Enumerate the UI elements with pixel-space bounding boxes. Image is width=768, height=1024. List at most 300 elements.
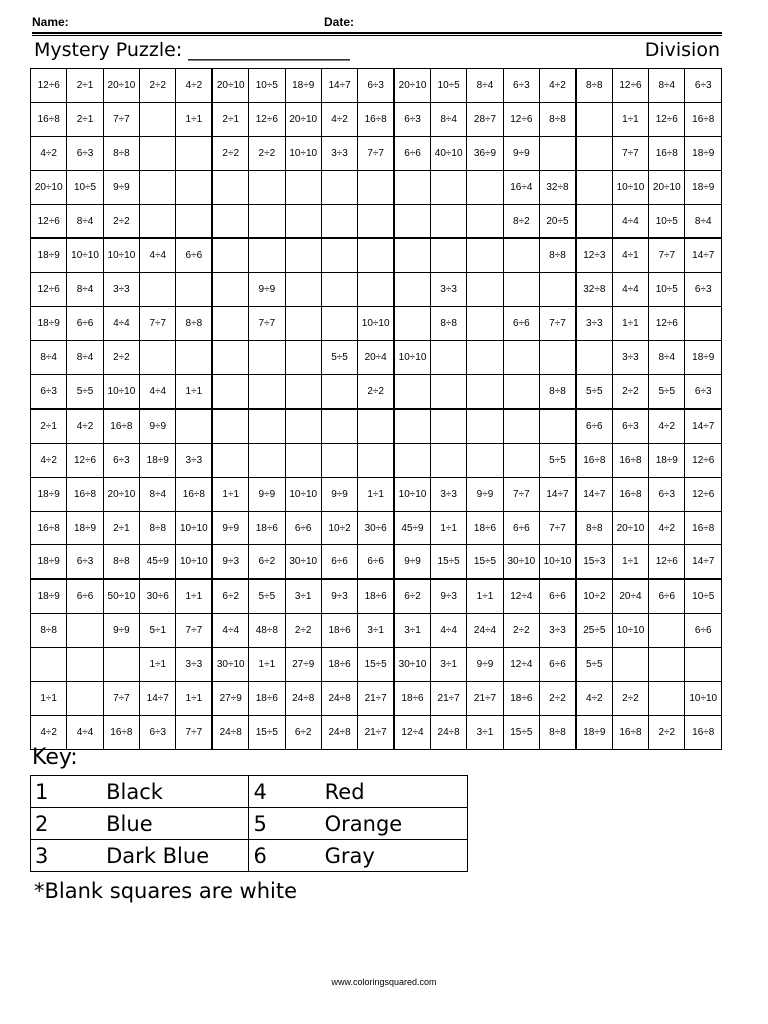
grid-cell — [321, 238, 357, 272]
grid-cell: 10÷10 — [394, 477, 430, 511]
color-key-table — [30, 775, 468, 872]
grid-row — [31, 238, 722, 272]
grid-cell: 2÷2 — [540, 682, 576, 716]
grid-cell: 6÷2 — [394, 579, 430, 613]
grid-cell — [321, 409, 357, 443]
key-number: 1 — [31, 776, 103, 808]
grid-cell — [467, 238, 503, 272]
grid-cell — [576, 170, 612, 204]
grid-cell: 3÷3 — [540, 614, 576, 648]
grid-cell: 5÷5 — [321, 341, 357, 375]
grid-cell: 1÷1 — [176, 682, 212, 716]
grid-cell: 2÷2 — [212, 136, 248, 170]
grid-row — [31, 204, 722, 238]
grid-cell: 10÷2 — [321, 511, 357, 545]
grid-cell: 15÷5 — [430, 545, 466, 579]
grid-cell: 1÷1 — [612, 545, 648, 579]
grid-cell — [249, 443, 285, 477]
grid-cell — [321, 273, 357, 307]
grid-cell — [176, 409, 212, 443]
grid-cell — [285, 204, 321, 238]
grid-cell: 2÷1 — [212, 102, 248, 136]
grid-cell — [176, 136, 212, 170]
grid-cell: 7÷7 — [612, 136, 648, 170]
grid-cell: 24÷8 — [285, 682, 321, 716]
grid-cell: 18÷9 — [31, 579, 67, 613]
grid-cell: 20÷10 — [103, 69, 139, 103]
grid-cell: 15÷5 — [358, 648, 394, 682]
grid-cell: 18÷6 — [249, 682, 285, 716]
grid-cell: 10÷10 — [103, 375, 139, 409]
grid-cell: 8÷8 — [31, 614, 67, 648]
grid-cell: 30÷10 — [285, 545, 321, 579]
grid-cell: 8÷8 — [540, 102, 576, 136]
grid-cell: 4÷4 — [140, 375, 176, 409]
grid-cell — [212, 273, 248, 307]
grid-cell: 18÷9 — [67, 511, 103, 545]
grid-cell: 1÷1 — [249, 648, 285, 682]
grid-cell: 12÷4 — [503, 648, 539, 682]
grid-cell: 12÷6 — [249, 102, 285, 136]
grid-cell — [394, 443, 430, 477]
grid-cell: 7÷7 — [176, 614, 212, 648]
grid-cell: 4÷2 — [31, 136, 67, 170]
grid-cell — [503, 238, 539, 272]
grid-cell: 30÷10 — [503, 545, 539, 579]
grid-cell — [612, 648, 648, 682]
grid-cell: 3÷3 — [430, 273, 466, 307]
grid-cell — [285, 238, 321, 272]
grid-cell: 9÷9 — [103, 170, 139, 204]
grid-cell: 16÷8 — [649, 136, 685, 170]
key-number: 5 — [249, 808, 321, 840]
grid-cell: 20÷10 — [103, 477, 139, 511]
key-number: 6 — [249, 840, 321, 872]
grid-cell — [212, 238, 248, 272]
grid-cell: 2÷1 — [31, 409, 67, 443]
grid-cell: 16÷8 — [31, 511, 67, 545]
grid-cell: 10÷10 — [685, 682, 722, 716]
grid-cell: 15÷3 — [576, 545, 612, 579]
grid-cell: 2÷2 — [503, 614, 539, 648]
grid-cell: 6÷6 — [540, 648, 576, 682]
grid-cell: 6÷3 — [31, 375, 67, 409]
grid-cell: 16÷8 — [685, 511, 722, 545]
grid-cell — [430, 409, 466, 443]
grid-cell: 9÷9 — [394, 545, 430, 579]
grid-cell: 18÷6 — [321, 648, 357, 682]
grid-cell: 12÷3 — [576, 238, 612, 272]
grid-cell — [467, 307, 503, 341]
grid-cell — [285, 273, 321, 307]
grid-cell: 40÷10 — [430, 136, 466, 170]
grid-cell: 8÷8 — [576, 511, 612, 545]
grid-cell — [649, 614, 685, 648]
key-color-name: Black — [102, 776, 249, 808]
grid-cell — [212, 204, 248, 238]
grid-cell: 6÷3 — [140, 715, 176, 749]
grid-cell: 2÷1 — [67, 102, 103, 136]
grid-cell: 1÷1 — [176, 375, 212, 409]
grid-cell: 12÷6 — [67, 443, 103, 477]
grid-cell: 18÷9 — [685, 136, 722, 170]
grid-cell: 6÷6 — [685, 614, 722, 648]
grid-cell: 3÷1 — [467, 715, 503, 749]
grid-cell — [176, 273, 212, 307]
key-number: 4 — [249, 776, 321, 808]
grid-cell: 18÷9 — [31, 545, 67, 579]
grid-cell: 4÷4 — [140, 238, 176, 272]
grid-cell: 6÷3 — [358, 69, 394, 103]
grid-cell: 3÷1 — [394, 614, 430, 648]
grid-cell: 3÷3 — [321, 136, 357, 170]
grid-cell — [176, 204, 212, 238]
grid-cell: 9÷9 — [212, 511, 248, 545]
grid-cell: 48÷8 — [249, 614, 285, 648]
grid-row — [31, 375, 722, 409]
grid-cell: 9÷9 — [321, 477, 357, 511]
grid-row — [31, 477, 722, 511]
grid-row — [31, 511, 722, 545]
grid-cell: 14÷7 — [540, 477, 576, 511]
key-color-name: Gray — [321, 840, 468, 872]
grid-cell — [576, 341, 612, 375]
grid-cell: 18÷6 — [249, 511, 285, 545]
grid-cell: 2÷2 — [249, 136, 285, 170]
grid-cell: 21÷7 — [467, 682, 503, 716]
grid-cell: 16÷8 — [67, 477, 103, 511]
grid-row — [31, 102, 722, 136]
grid-cell: 7÷7 — [103, 102, 139, 136]
grid-cell: 12÷6 — [31, 69, 67, 103]
grid-cell: 15÷5 — [503, 715, 539, 749]
grid-cell: 4÷2 — [576, 682, 612, 716]
grid-cell: 1÷1 — [212, 477, 248, 511]
grid-cell: 10÷5 — [649, 204, 685, 238]
grid-row — [31, 273, 722, 307]
grid-cell: 6÷3 — [685, 375, 722, 409]
grid-cell: 14÷7 — [140, 682, 176, 716]
grid-cell: 24÷8 — [321, 682, 357, 716]
grid-cell: 10÷10 — [67, 238, 103, 272]
grid-cell — [358, 238, 394, 272]
grid-cell: 6÷3 — [503, 69, 539, 103]
grid-cell: 8÷4 — [31, 341, 67, 375]
grid-cell: 6÷3 — [649, 477, 685, 511]
grid-cell — [358, 170, 394, 204]
grid-cell: 10÷5 — [67, 170, 103, 204]
grid-cell: 6÷6 — [576, 409, 612, 443]
grid-cell: 16÷8 — [612, 443, 648, 477]
grid-cell — [430, 238, 466, 272]
grid-cell: 18÷9 — [31, 477, 67, 511]
grid-cell: 20÷10 — [649, 170, 685, 204]
grid-cell — [503, 273, 539, 307]
key-color-name: Blue — [102, 808, 249, 840]
grid-cell: 20÷10 — [394, 69, 430, 103]
grid-cell: 4÷4 — [212, 614, 248, 648]
grid-cell: 18÷9 — [685, 170, 722, 204]
grid-cell — [430, 170, 466, 204]
grid-cell: 7÷7 — [540, 307, 576, 341]
grid-cell: 4÷4 — [67, 715, 103, 749]
grid-cell — [503, 341, 539, 375]
grid-cell: 10÷10 — [612, 170, 648, 204]
grid-cell — [249, 409, 285, 443]
grid-cell — [540, 136, 576, 170]
grid-cell: 8÷4 — [140, 477, 176, 511]
grid-cell: 24÷4 — [467, 614, 503, 648]
grid-cell — [540, 341, 576, 375]
grid-cell: 8÷2 — [503, 204, 539, 238]
grid-cell — [321, 307, 357, 341]
grid-cell: 45÷9 — [394, 511, 430, 545]
grid-cell: 21÷7 — [358, 682, 394, 716]
grid-row — [31, 648, 722, 682]
grid-cell: 27÷9 — [212, 682, 248, 716]
grid-cell — [285, 307, 321, 341]
grid-cell: 14÷7 — [321, 69, 357, 103]
grid-cell: 16÷8 — [103, 409, 139, 443]
grid-cell: 2÷2 — [140, 69, 176, 103]
grid-cell: 8÷4 — [67, 204, 103, 238]
grid-cell: 21÷7 — [430, 682, 466, 716]
grid-row — [31, 614, 722, 648]
grid-cell: 7÷7 — [503, 477, 539, 511]
grid-cell — [467, 341, 503, 375]
grid-cell: 10÷10 — [176, 511, 212, 545]
grid-cell: 7÷7 — [176, 715, 212, 749]
grid-cell: 8÷8 — [540, 375, 576, 409]
grid-cell: 2÷2 — [612, 682, 648, 716]
title-row — [32, 38, 722, 66]
grid-cell — [649, 682, 685, 716]
grid-cell — [467, 170, 503, 204]
grid-row — [31, 170, 722, 204]
grid-cell: 2÷1 — [67, 69, 103, 103]
grid-cell: 1÷1 — [176, 579, 212, 613]
grid-cell — [321, 443, 357, 477]
grid-cell: 12÷6 — [649, 545, 685, 579]
grid-cell: 20÷10 — [612, 511, 648, 545]
grid-cell — [285, 409, 321, 443]
grid-cell: 6÷2 — [249, 545, 285, 579]
grid-row — [31, 443, 722, 477]
grid-cell: 18÷6 — [358, 579, 394, 613]
grid-cell: 3÷3 — [576, 307, 612, 341]
grid-cell: 18÷9 — [31, 238, 67, 272]
grid-cell: 21÷7 — [358, 715, 394, 749]
grid-cell: 6÷6 — [649, 579, 685, 613]
grid-cell — [321, 170, 357, 204]
grid-cell: 6÷3 — [67, 545, 103, 579]
grid-cell: 15÷5 — [467, 545, 503, 579]
grid-cell: 18÷9 — [285, 69, 321, 103]
grid-cell: 3÷1 — [358, 614, 394, 648]
grid-cell: 12÷6 — [31, 204, 67, 238]
grid-cell: 7÷7 — [358, 136, 394, 170]
grid-cell: 4÷2 — [67, 409, 103, 443]
grid-cell: 18÷9 — [649, 443, 685, 477]
grid-cell: 6÷2 — [212, 579, 248, 613]
grid-cell: 5÷5 — [576, 375, 612, 409]
grid-cell: 16÷8 — [685, 102, 722, 136]
grid-cell: 4÷2 — [649, 511, 685, 545]
grid-cell: 10÷10 — [103, 238, 139, 272]
grid-cell: 9÷9 — [467, 477, 503, 511]
grid-cell: 14÷7 — [685, 238, 722, 272]
header-line — [32, 14, 722, 34]
grid-cell: 18÷6 — [467, 511, 503, 545]
grid-cell: 6÷6 — [176, 238, 212, 272]
grid-cell — [467, 204, 503, 238]
grid-cell — [430, 341, 466, 375]
grid-cell — [503, 443, 539, 477]
grid-cell — [140, 273, 176, 307]
grid-cell: 1÷1 — [430, 511, 466, 545]
grid-cell — [31, 648, 67, 682]
grid-cell — [67, 682, 103, 716]
name-label: Name: — [32, 15, 69, 29]
grid-cell — [540, 409, 576, 443]
grid-cell: 30÷6 — [140, 579, 176, 613]
grid-cell: 8÷4 — [467, 69, 503, 103]
grid-cell: 4÷1 — [612, 238, 648, 272]
grid-cell: 6÷3 — [612, 409, 648, 443]
grid-cell: 1÷1 — [176, 102, 212, 136]
grid-cell: 28÷7 — [467, 102, 503, 136]
grid-cell — [140, 102, 176, 136]
grid-cell: 36÷9 — [467, 136, 503, 170]
grid-cell — [576, 136, 612, 170]
grid-row — [31, 136, 722, 170]
grid-cell: 14÷7 — [576, 477, 612, 511]
grid-cell: 4÷2 — [649, 409, 685, 443]
grid-cell: 10÷5 — [685, 579, 722, 613]
grid-cell: 6÷6 — [503, 511, 539, 545]
grid-row — [31, 69, 722, 103]
grid-cell: 4÷4 — [612, 204, 648, 238]
grid-cell: 6÷6 — [67, 579, 103, 613]
grid-cell — [467, 409, 503, 443]
grid-cell: 20÷10 — [285, 102, 321, 136]
grid-cell: 18÷9 — [140, 443, 176, 477]
grid-cell — [576, 204, 612, 238]
grid-cell: 16÷8 — [31, 102, 67, 136]
grid-cell — [249, 375, 285, 409]
blank-squares-note: *Blank squares are white — [34, 879, 298, 903]
grid-cell: 9÷9 — [103, 614, 139, 648]
grid-cell: 20÷10 — [212, 69, 248, 103]
key-color-name: Orange — [321, 808, 468, 840]
grid-cell: 8÷8 — [103, 136, 139, 170]
grid-cell: 8÷8 — [430, 307, 466, 341]
grid-cell: 16÷8 — [612, 715, 648, 749]
grid-cell: 8÷8 — [103, 545, 139, 579]
key-color-name: Dark Blue — [102, 840, 249, 872]
grid-cell: 3÷3 — [430, 477, 466, 511]
grid-cell: 8÷8 — [176, 307, 212, 341]
grid-cell: 8÷8 — [540, 238, 576, 272]
grid-cell — [249, 341, 285, 375]
grid-cell — [503, 375, 539, 409]
grid-cell — [212, 443, 248, 477]
key-number: 2 — [31, 808, 103, 840]
grid-cell: 2÷2 — [649, 715, 685, 749]
grid-cell: 30÷10 — [394, 648, 430, 682]
grid-cell: 5÷5 — [540, 443, 576, 477]
grid-cell: 9÷3 — [430, 579, 466, 613]
grid-cell: 4÷2 — [540, 69, 576, 103]
grid-cell: 18÷6 — [503, 682, 539, 716]
grid-cell — [430, 204, 466, 238]
grid-cell: 12÷6 — [31, 273, 67, 307]
key-row — [31, 808, 468, 840]
grid-cell: 12÷6 — [612, 69, 648, 103]
grid-cell: 10÷10 — [540, 545, 576, 579]
grid-cell: 20÷4 — [358, 341, 394, 375]
grid-cell: 1÷1 — [612, 307, 648, 341]
grid-cell: 10÷2 — [576, 579, 612, 613]
grid-cell — [103, 648, 139, 682]
grid-cell — [467, 443, 503, 477]
grid-cell: 3÷1 — [285, 579, 321, 613]
grid-cell: 18÷9 — [31, 307, 67, 341]
grid-cell: 5÷5 — [249, 579, 285, 613]
grid-cell: 3÷3 — [176, 648, 212, 682]
grid-cell: 16÷8 — [358, 102, 394, 136]
grid-cell: 16÷8 — [612, 477, 648, 511]
grid-cell — [176, 170, 212, 204]
grid-cell: 6÷6 — [285, 511, 321, 545]
grid-cell — [394, 170, 430, 204]
grid-cell: 6÷3 — [394, 102, 430, 136]
grid-cell — [394, 307, 430, 341]
grid-cell — [321, 375, 357, 409]
grid-cell: 1÷1 — [31, 682, 67, 716]
grid-cell — [285, 443, 321, 477]
grid-cell: 4÷4 — [430, 614, 466, 648]
grid-cell: 1÷1 — [140, 648, 176, 682]
grid-cell: 12÷6 — [649, 307, 685, 341]
grid-cell: 7÷7 — [249, 307, 285, 341]
grid-cell — [212, 170, 248, 204]
grid-cell: 6÷6 — [67, 307, 103, 341]
grid-cell: 5÷1 — [140, 614, 176, 648]
grid-cell — [67, 648, 103, 682]
grid-cell: 10÷10 — [285, 477, 321, 511]
grid-cell — [249, 204, 285, 238]
grid-cell: 10÷5 — [249, 69, 285, 103]
grid-row — [31, 307, 722, 341]
grid-cell: 8÷4 — [430, 102, 466, 136]
grid-cell: 7÷7 — [540, 511, 576, 545]
grid-cell: 2÷2 — [103, 341, 139, 375]
grid-cell — [394, 273, 430, 307]
grid-cell: 50÷10 — [103, 579, 139, 613]
grid-row — [31, 409, 722, 443]
grid-cell — [249, 238, 285, 272]
grid-cell — [394, 375, 430, 409]
header-divider — [32, 35, 722, 36]
grid-cell — [140, 170, 176, 204]
grid-cell: 10÷10 — [612, 614, 648, 648]
grid-cell: 9÷3 — [212, 545, 248, 579]
grid-row — [31, 715, 722, 749]
grid-row — [31, 579, 722, 613]
grid-cell: 12÷6 — [649, 102, 685, 136]
puzzle-subject: Division — [644, 39, 720, 61]
